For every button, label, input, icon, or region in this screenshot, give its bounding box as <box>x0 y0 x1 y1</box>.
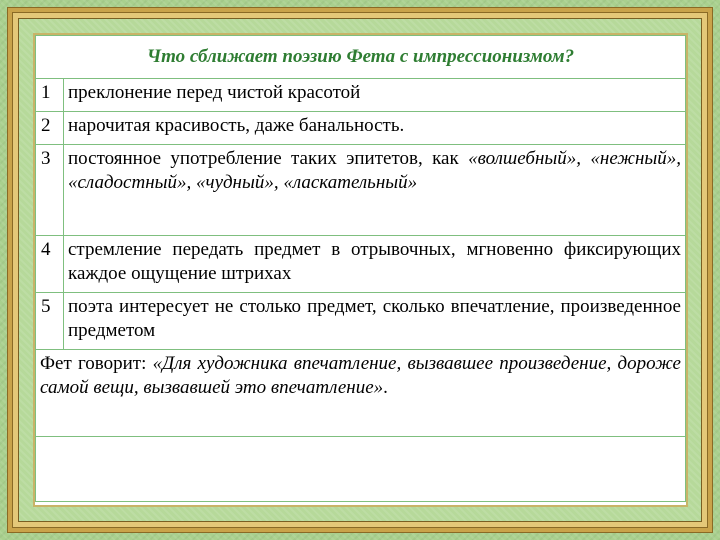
row-text: поэта интересует не столько предмет, сколько впечатление, произведенное предметом <box>64 293 686 350</box>
table-row <box>36 79 686 112</box>
row-text-plain: постоянное употребление таких эпитетов, как <box>68 148 469 169</box>
row-number: 5 <box>36 293 64 350</box>
slide-content <box>33 33 688 507</box>
table-row <box>36 145 686 236</box>
table-row <box>36 112 686 145</box>
row-number: 2 <box>36 112 64 145</box>
empty-cell <box>36 437 686 502</box>
row-text: нарочитая красивость, даже банальность. <box>64 112 686 145</box>
row-number: 4 <box>36 236 64 293</box>
comparison-table <box>35 35 686 502</box>
quote-tail: . <box>383 377 388 398</box>
fet-quote <box>36 350 686 437</box>
row-text: стремление передать предмет в отрывочных, мгновенно фиксирующих каждое ощущение штрихах <box>64 236 686 293</box>
row-text <box>64 145 686 236</box>
quote-text: «Для художника впечатление, вызвавшее произведение, дороже самой вещи, вызвавшей это впечатление» <box>40 353 681 398</box>
row-text: преклонение перед чистой красотой <box>64 79 686 112</box>
quote-lead: Фет говорит: <box>40 353 153 374</box>
row-number: 1 <box>36 79 64 112</box>
table-row <box>36 293 686 350</box>
table-title-row <box>36 36 686 79</box>
quote-row <box>36 350 686 437</box>
table-title: Что сближает поэзию Фета с импрессионизмом? <box>36 36 686 79</box>
row-text-epithets: «волшебный», «нежный», «сладостный», «чудный», «ласкательный» <box>68 148 681 193</box>
table-row <box>36 236 686 293</box>
row-number: 3 <box>36 145 64 236</box>
empty-row <box>36 437 686 502</box>
